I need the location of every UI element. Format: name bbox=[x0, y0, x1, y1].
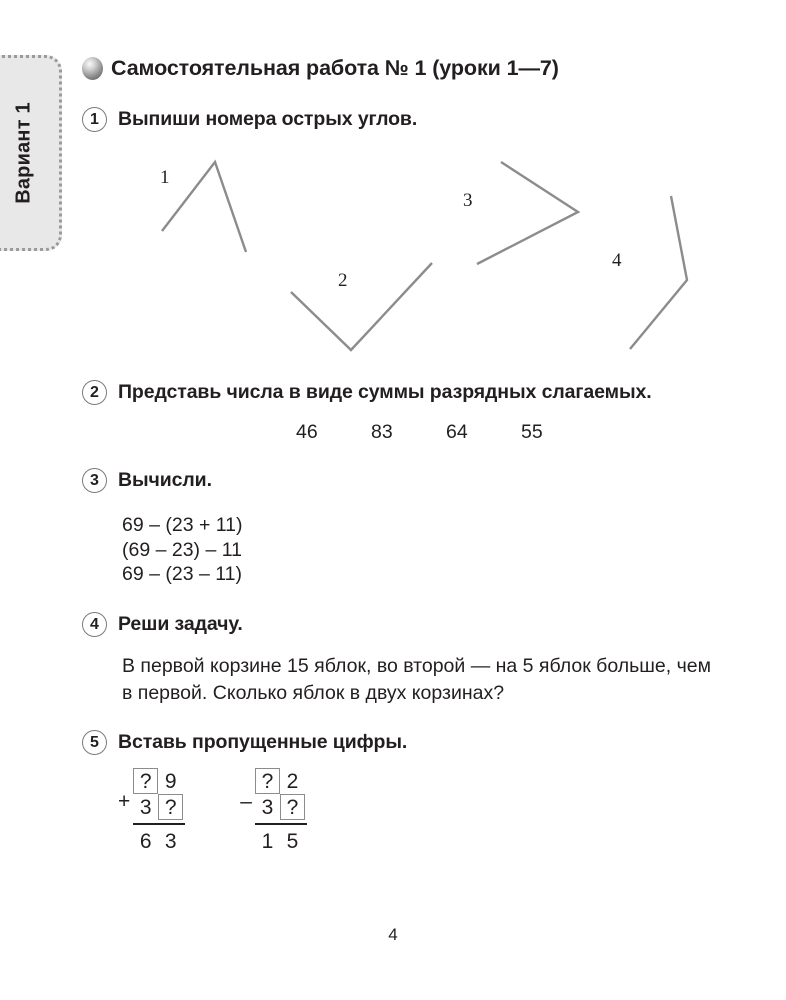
digit-cell: 2 bbox=[286, 769, 299, 793]
task-4-title: Реши задачу. bbox=[118, 613, 243, 635]
column-sum-rule bbox=[255, 823, 307, 825]
task-4 bbox=[82, 612, 243, 637]
column-sum-operator: + bbox=[118, 790, 131, 813]
column-sum-bottom-row bbox=[133, 794, 185, 820]
task-5 bbox=[82, 730, 407, 755]
task-3-title: Вычисли. bbox=[118, 469, 212, 491]
angle-label-1: 1 bbox=[160, 167, 170, 188]
page-title: Самостоятельная работа № 1 (уроки 1—7) bbox=[111, 56, 559, 80]
digit-cell: 3 bbox=[139, 795, 152, 819]
angles-svg bbox=[0, 140, 786, 370]
task-1-number: 1 bbox=[82, 107, 107, 132]
angle-shape-4 bbox=[630, 196, 687, 349]
task-2-number-value: 83 bbox=[371, 421, 393, 443]
column-sum-top-row bbox=[133, 768, 185, 794]
angle-label-3: 3 bbox=[463, 190, 473, 211]
column-sum-result-row bbox=[133, 828, 185, 854]
task-3-expression: 69 – (23 – 11) bbox=[122, 563, 242, 585]
task-3-expression: (69 – 23) – 11 bbox=[122, 538, 242, 561]
digit-cell: 6 bbox=[139, 829, 152, 853]
task-1 bbox=[82, 107, 417, 132]
digit-cell: 3 bbox=[164, 829, 177, 853]
acute-angles-figure bbox=[0, 140, 786, 370]
task-1-title: Выпиши номера острых углов. bbox=[118, 108, 418, 130]
angle-shape-3 bbox=[477, 162, 578, 264]
task-4-body: В первой корзине 15 яблок, во второй — на 5 яблок больше, чем в первой. Сколько яблок в двух корзинах? bbox=[122, 655, 712, 704]
missing-digit-box[interactable]: ? bbox=[280, 794, 305, 820]
missing-digit-box[interactable]: ? bbox=[255, 768, 280, 794]
task-2-title: Представь числа в виде суммы разрядных слагаемых. bbox=[118, 381, 652, 403]
task-1-header bbox=[82, 107, 417, 132]
task-3-number: 3 bbox=[82, 468, 107, 493]
angle-label-2: 2 bbox=[338, 270, 348, 291]
column-sum-operator: – bbox=[240, 790, 252, 813]
digit-cell: 1 bbox=[261, 829, 274, 853]
task-5-column-sums bbox=[118, 768, 307, 854]
task-5-title: Вставь пропущенные цифры. bbox=[118, 731, 408, 753]
task-2 bbox=[82, 380, 652, 405]
task-2-header bbox=[82, 380, 652, 405]
task-2-number-value: 46 bbox=[296, 421, 318, 443]
digit-cell: 9 bbox=[164, 769, 177, 793]
task-4-number: 4 bbox=[82, 612, 107, 637]
task-3-expressions bbox=[122, 513, 243, 587]
missing-digit-box[interactable]: ? bbox=[158, 794, 183, 820]
column-sum-rule bbox=[133, 823, 185, 825]
column-sum-top-row bbox=[255, 768, 307, 794]
angle-shape-2 bbox=[291, 263, 432, 350]
variant-tab-label: Вариант 1 bbox=[12, 102, 35, 204]
task-3-header bbox=[82, 468, 212, 493]
task-4-header bbox=[82, 612, 243, 637]
task-2-number: 2 bbox=[82, 380, 107, 405]
page-number: 4 bbox=[388, 925, 398, 944]
digit-cell: 5 bbox=[286, 829, 299, 853]
column-sum-bottom-row bbox=[255, 794, 307, 820]
missing-digit-box[interactable]: ? bbox=[133, 768, 158, 794]
task-2-numbers bbox=[296, 421, 546, 444]
task-2-number-value: 55 bbox=[521, 421, 543, 443]
task-3 bbox=[82, 468, 212, 493]
sphere-bullet-icon bbox=[82, 57, 103, 80]
column-sum-1 bbox=[118, 768, 185, 854]
column-sum-2 bbox=[240, 768, 307, 854]
task-5-header bbox=[82, 730, 407, 755]
digit-cell: 3 bbox=[261, 795, 274, 819]
angle-label-4: 4 bbox=[612, 250, 622, 271]
task-5-number: 5 bbox=[82, 730, 107, 755]
column-sum-result-row bbox=[255, 828, 307, 854]
page-header bbox=[82, 56, 559, 81]
task-3-expression: 69 – (23 + 11) bbox=[122, 514, 243, 536]
angle-shape-1 bbox=[162, 162, 246, 252]
task-2-number-value: 64 bbox=[446, 421, 468, 443]
